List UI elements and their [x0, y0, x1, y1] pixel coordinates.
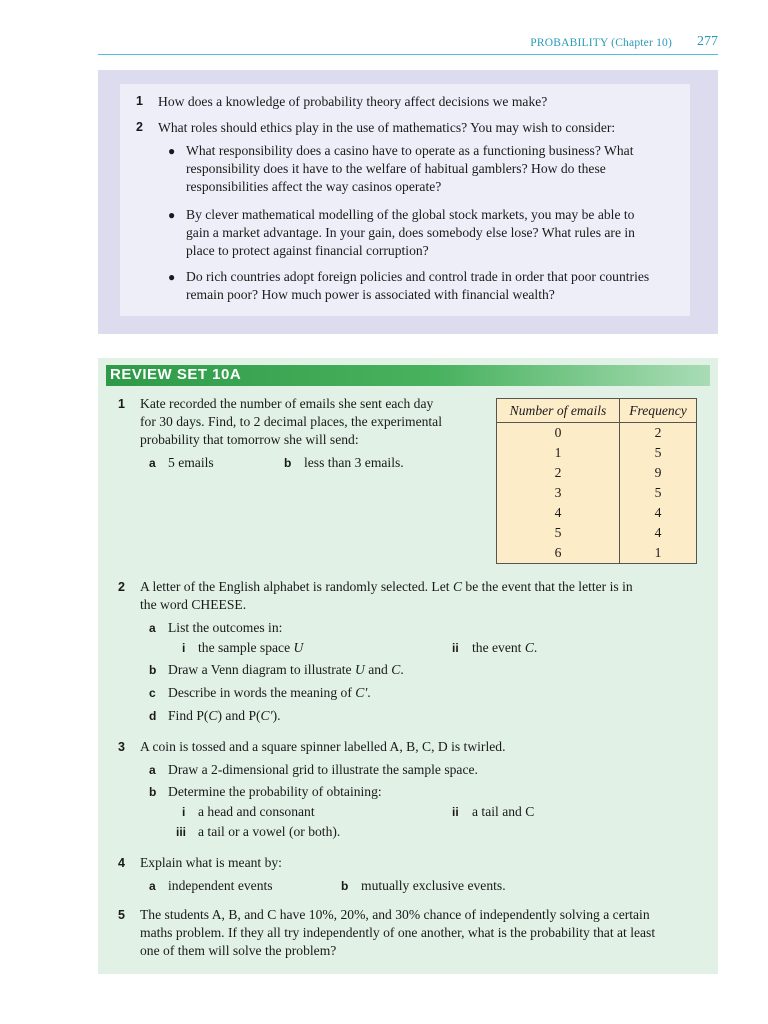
var-u: U	[355, 662, 365, 677]
table-cell: 2	[497, 463, 620, 483]
q2-line1-post: be the event that the letter is in	[462, 579, 633, 594]
table-row	[497, 443, 697, 463]
table-cell: 5	[497, 523, 620, 543]
review-q1-line-1: Kate recorded the number of emails she sent each day	[140, 396, 434, 411]
q2-d-mid: ) and P(	[217, 708, 261, 723]
review-q1-b-label: b	[284, 456, 292, 470]
theory-inner-panel	[120, 84, 690, 316]
review-q2-i-text	[198, 639, 303, 657]
table-cell: 6	[497, 543, 620, 564]
page-number: 277	[697, 34, 718, 49]
review-q3-iii-text: a tail or a vowel (or both).	[198, 824, 341, 839]
table-header-row	[497, 399, 697, 423]
review-q2-b-text	[168, 661, 404, 679]
q2-b-end: .	[400, 662, 404, 677]
table-row	[497, 503, 697, 523]
table-cell: 1	[620, 543, 697, 564]
q2-ii-end: .	[533, 640, 538, 655]
q2-line1-pre: A letter of the English alphabet is randomly selected. Let	[140, 579, 453, 594]
review-set-title: REVIEW SET 10A	[110, 366, 242, 383]
var-c: C	[524, 640, 534, 655]
bullet-1-line-3: responsibilities affect the way casinos operate?	[186, 179, 442, 194]
var-c-prime: C′	[260, 708, 273, 723]
running-title: PROBABILITY (Chapter 10)	[530, 37, 672, 49]
bullet-1-line-1: What responsibility does a casino have to operate as a functioning business? What	[186, 143, 634, 158]
review-q4-a-label: a	[149, 879, 156, 893]
review-q5-line-3: one of them will solve the problem?	[140, 943, 337, 958]
review-q2-d-label: d	[149, 709, 157, 723]
email-frequency-table	[496, 398, 697, 564]
review-q2-a-label: a	[149, 621, 156, 635]
review-q3-ii-text: a tail and C	[472, 804, 535, 819]
bullet-icon: ●	[168, 144, 176, 158]
review-q2-ii-label: ii	[452, 641, 459, 655]
review-q2-i-label: i	[182, 641, 186, 655]
table-cell: 5	[620, 443, 697, 463]
table-cell: 4	[620, 503, 697, 523]
theory-q2-number: 2	[136, 120, 143, 134]
q2-i-pre: the sample space	[198, 640, 294, 655]
review-q3-a-text: Draw a 2-dimensional grid to illustrate the sample space.	[168, 762, 478, 777]
review-q4-b-label: b	[341, 879, 349, 893]
var-c: C	[452, 579, 463, 594]
bullet-icon: ●	[168, 270, 176, 284]
review-set-box	[98, 358, 718, 974]
table-cell: 4	[620, 523, 697, 543]
review-q1-line-2: for 30 days. Find, to 2 decimal places, the experimental	[140, 414, 442, 429]
var-c: C	[391, 662, 401, 677]
q2-d-pre: Find P(	[168, 708, 209, 723]
review-q2-c-label: c	[149, 686, 156, 700]
review-q2-a-text: List the outcomes in:	[168, 620, 283, 635]
review-q3-number: 3	[118, 740, 125, 754]
bullet-2-line-1: By clever mathematical modelling of the global stock markets, you may be able to	[186, 207, 635, 222]
table-cell: 4	[497, 503, 620, 523]
table-row	[497, 523, 697, 543]
table-cell: 5	[620, 483, 697, 503]
table-cell: 1	[497, 443, 620, 463]
review-q1-number: 1	[118, 397, 125, 411]
bullet-icon: ●	[168, 208, 176, 222]
table-row	[497, 423, 697, 444]
var-c: C	[208, 708, 218, 723]
review-q4-text: Explain what is meant by:	[140, 855, 282, 870]
table-cell: 0	[497, 423, 620, 444]
review-q3-a-label: a	[149, 763, 156, 777]
review-q1-a-label: a	[149, 456, 156, 470]
q2-b-pre: Draw a Venn diagram to illustrate	[168, 662, 355, 677]
bullet-2-line-2: gain a market advantage. In your gain, does somebody else lose? What rules are in	[186, 225, 635, 240]
review-q2-ii-text	[472, 639, 537, 657]
table-cell: 3	[497, 483, 620, 503]
table-header-frequency: Frequency	[620, 399, 697, 423]
q2-b-and: and	[364, 662, 392, 677]
review-q5-line-1: The students A, B, and C have 10%, 20%, and 30% chance of independently solving a certain	[140, 907, 650, 922]
review-q2-b-label: b	[149, 663, 157, 677]
review-q2-d-text	[168, 707, 281, 725]
review-q2-line-1	[140, 578, 633, 596]
review-q1-line-3: probability that tomorrow she will send:	[140, 432, 359, 447]
var-c-prime: C′	[355, 685, 368, 700]
review-q4-b-text: mutually exclusive events.	[361, 878, 506, 893]
review-q3-i-label: i	[182, 805, 186, 819]
review-q1-b-text: less than 3 emails.	[304, 455, 404, 470]
review-q5-number: 5	[118, 908, 125, 922]
table-row	[497, 543, 697, 564]
review-q2-number: 2	[118, 580, 125, 594]
q2-c-end: .	[367, 685, 371, 700]
page-header	[98, 34, 718, 55]
table-header-emails: Number of emails	[497, 399, 620, 423]
bullet-1-line-2: responsibility does it have to the welfare of habitual gamblers? How do these	[186, 161, 606, 176]
review-q2-line-2: the word CHEESE.	[140, 597, 247, 612]
review-q3-text: A coin is tossed and a square spinner labelled A, B, C, D is twirled.	[140, 739, 506, 754]
review-q3-ii-label: ii	[452, 805, 459, 819]
review-q3-b-label: b	[149, 785, 157, 799]
theory-q1-number: 1	[136, 94, 143, 108]
theory-of-knowledge-box	[98, 70, 718, 334]
bullet-3-line-2: remain poor? How much power is associated with financial wealth?	[186, 287, 555, 302]
review-q3-i-text: a head and consonant	[198, 804, 315, 819]
review-q1-a-text: 5 emails	[168, 455, 214, 470]
bullet-2-line-3: place to protect against financial corruption?	[186, 243, 429, 258]
bullet-3-line-1: Do rich countries adopt foreign policies and control trade in order that poor countries	[186, 269, 650, 284]
table-cell: 9	[620, 463, 697, 483]
review-q2-c-text	[168, 684, 371, 702]
var-u: U	[293, 640, 304, 655]
theory-q1-text: How does a knowledge of probability theory affect decisions we make?	[158, 94, 548, 109]
review-q4-number: 4	[118, 856, 125, 870]
q2-d-end: ).	[272, 708, 281, 723]
q2-ii-pre: the event	[472, 640, 525, 655]
review-q4-a-text: independent events	[168, 878, 273, 893]
theory-q2-text: What roles should ethics play in the use of mathematics? You may wish to consider:	[158, 120, 616, 135]
review-q5-line-2: maths problem. If they all try independently of one another, what is the probability that at least	[140, 925, 656, 940]
q2-c-pre: Describe in words the meaning of	[168, 685, 356, 700]
review-q3-iii-label: iii	[176, 825, 187, 839]
review-q3-b-text: Determine the probability of obtaining:	[168, 784, 382, 799]
review-set-banner	[106, 365, 710, 386]
table-row	[497, 463, 697, 483]
table-row	[497, 483, 697, 503]
table-cell: 2	[620, 423, 697, 444]
